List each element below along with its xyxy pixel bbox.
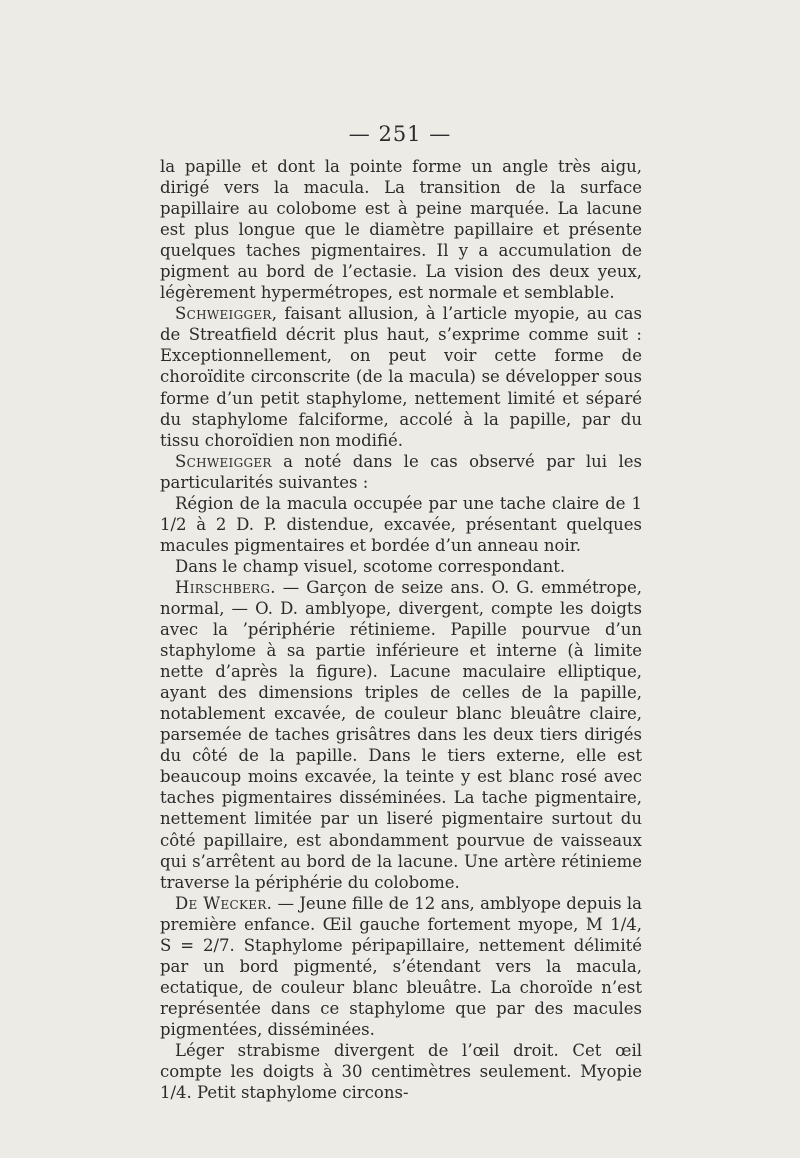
author-name: Schweigger xyxy=(175,451,272,471)
page-number: — 251 — xyxy=(348,122,452,146)
paragraph-text: Léger strabisme divergent de l’œil droit. Cet œil compte les doigts à 30 centimètres seulement. Myopie 1/4. Petit staphylome circons- xyxy=(160,1040,642,1103)
author-name: Schweigger, xyxy=(175,304,278,324)
paragraph xyxy=(160,577,642,893)
paragraph-text: Dans le champ visuel, scotome correspondant. xyxy=(175,556,566,576)
body-text xyxy=(160,156,642,1103)
paragraph xyxy=(160,1040,642,1103)
paragraph xyxy=(160,303,642,450)
paragraph-text: faisant allusion, à l’article myopie, au cas de Streatfield décrit plus haut, s’exprime comme suit : Exceptionnellement, on peut voir cette forme de choroïdite circonscrite (de la macula) se développer sous forme d’un petit staphylome, nettement limité et séparé du staphylome falciforme, accolé à la papille, par du tissu choroïdien non modifié. xyxy=(160,304,642,450)
paragraph xyxy=(160,156,642,303)
paragraph-text: a noté dans le cas observé par lui les particularités suivantes : xyxy=(160,451,642,492)
paragraph xyxy=(160,493,642,556)
paragraph-text: — Jeune fille de 12 ans, amblyope depuis la première enfance. Œil gauche fortement myope, M 1/4, S = 2/7. Staphylome péripapillaire, nettement délimité par un bord pigmenté, s’étendant vers la macula, ectatique, de couleur blanc bleuâtre. La choroïde n’est représentée dans ce staphylome que par des macules pigmentées, disséminées. xyxy=(160,893,642,1039)
paragraph xyxy=(160,556,642,577)
paragraph xyxy=(160,893,642,1040)
author-name: De Wecker. xyxy=(175,893,273,913)
paragraph-text: — Garçon de seize ans. O. G. emmétrope, normal, — O. D. amblyope, divergent, compte les doigts avec la ’périphérie rétinieme. Papille pourvue d’un staphylome à sa partie inférieure et interne (à limite nette d’après la figure). Lacune maculaire elliptique, ayant des dimensions triples de celles de la papille, notablement excavée, de couleur blanc bleuâtre claire, parsemée de taches grisâtres dans les deux tiers dirigés du côté de la papille. Dans le tiers externe, elle est beaucoup moins excavée, la teinte y est blanc rosé avec taches pigmentaires disséminées. La tache pigmentaire, nettement limitée par un liseré pigmentaire surtout du côté papillaire, est abondamment pourvue de vaisseaux qui s’arrêtent au bord de la lacune. Une artère rétinieme traverse la périphérie du colobome. xyxy=(160,577,642,892)
author-name: Hirschberg. xyxy=(175,577,276,597)
paragraph-text: Région de la macula occupée par une tache claire de 1 1/2 à 2 D. P. distendue, excavée, présentant quelques macules pigmentaires et bordée d’un anneau noir. xyxy=(160,493,642,555)
paragraph-text: la papille et dont la pointe forme un angle très aigu, dirigé vers la macula. La transition de la surface papillaire au colobome est à peine marquée. La lacune est plus longue que le diamètre papillaire et présente quelques taches pigmentaires. Il y a accumulation de pigment au bord de l’ectasie. La vision des deux yeux, légèrement hypermétropes, est normale et semblable. xyxy=(160,157,642,303)
paragraph xyxy=(160,451,642,493)
